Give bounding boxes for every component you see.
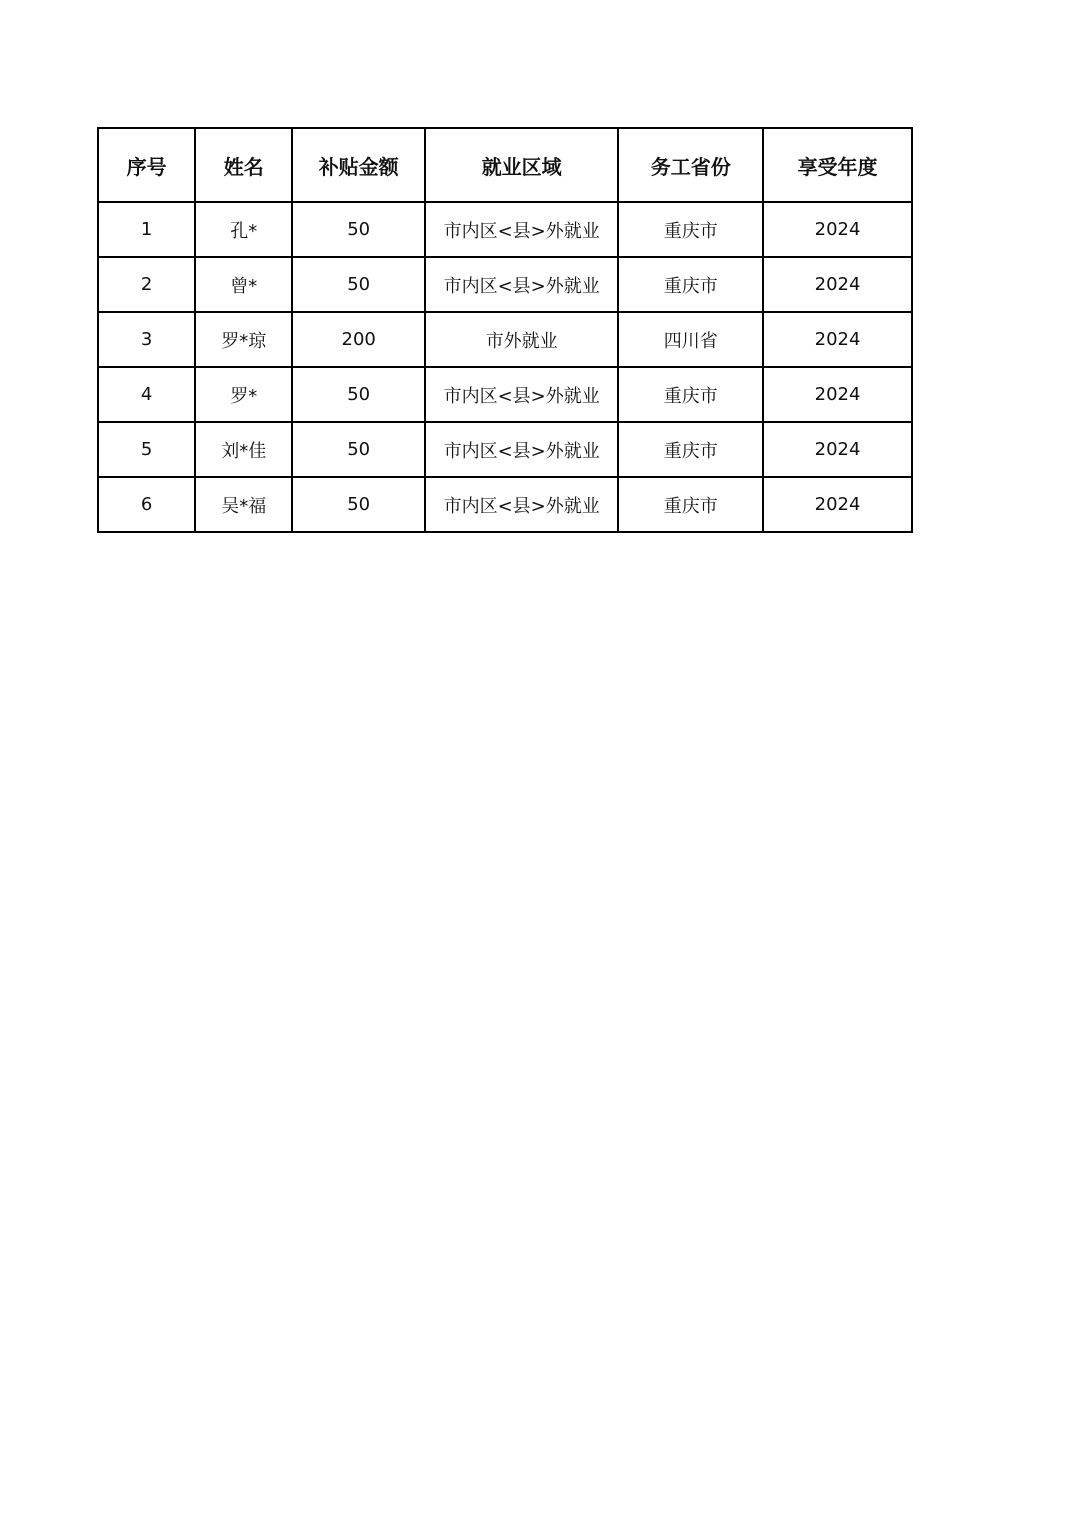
header-amount: 补贴金额 — [292, 128, 425, 202]
cell-seq: 6 — [98, 477, 195, 532]
cell-seq: 1 — [98, 202, 195, 257]
cell-amount: 50 — [292, 257, 425, 312]
cell-region: 市内区<县>外就业 — [425, 202, 618, 257]
cell-region: 市内区<县>外就业 — [425, 257, 618, 312]
cell-region: 市内区<县>外就业 — [425, 477, 618, 532]
cell-year: 2024 — [763, 312, 912, 367]
cell-region: 市内区<县>外就业 — [425, 367, 618, 422]
header-region: 就业区域 — [425, 128, 618, 202]
cell-seq: 2 — [98, 257, 195, 312]
cell-year: 2024 — [763, 422, 912, 477]
cell-province: 重庆市 — [618, 367, 763, 422]
cell-amount: 200 — [292, 312, 425, 367]
cell-province: 重庆市 — [618, 477, 763, 532]
header-row — [98, 128, 912, 202]
header-year: 享受年度 — [763, 128, 912, 202]
subsidy-table — [97, 127, 913, 533]
cell-name: 罗*琼 — [195, 312, 292, 367]
cell-province: 重庆市 — [618, 257, 763, 312]
cell-seq: 5 — [98, 422, 195, 477]
cell-name: 吴*福 — [195, 477, 292, 532]
cell-name: 刘*佳 — [195, 422, 292, 477]
cell-province: 四川省 — [618, 312, 763, 367]
table-body — [98, 202, 912, 532]
header-province: 务工省份 — [618, 128, 763, 202]
cell-year: 2024 — [763, 257, 912, 312]
cell-province: 重庆市 — [618, 422, 763, 477]
table-row — [98, 367, 912, 422]
table-row — [98, 422, 912, 477]
cell-amount: 50 — [292, 477, 425, 532]
cell-region: 市内区<县>外就业 — [425, 422, 618, 477]
cell-region: 市外就业 — [425, 312, 618, 367]
cell-seq: 3 — [98, 312, 195, 367]
table-row — [98, 312, 912, 367]
cell-year: 2024 — [763, 202, 912, 257]
cell-amount: 50 — [292, 422, 425, 477]
header-seq: 序号 — [98, 128, 195, 202]
cell-amount: 50 — [292, 202, 425, 257]
cell-name: 孔* — [195, 202, 292, 257]
table-row — [98, 257, 912, 312]
cell-seq: 4 — [98, 367, 195, 422]
cell-name: 曾* — [195, 257, 292, 312]
cell-name: 罗* — [195, 367, 292, 422]
table-row — [98, 202, 912, 257]
cell-year: 2024 — [763, 477, 912, 532]
header-name: 姓名 — [195, 128, 292, 202]
cell-year: 2024 — [763, 367, 912, 422]
table-row — [98, 477, 912, 532]
cell-amount: 50 — [292, 367, 425, 422]
table-header — [98, 128, 912, 202]
cell-province: 重庆市 — [618, 202, 763, 257]
